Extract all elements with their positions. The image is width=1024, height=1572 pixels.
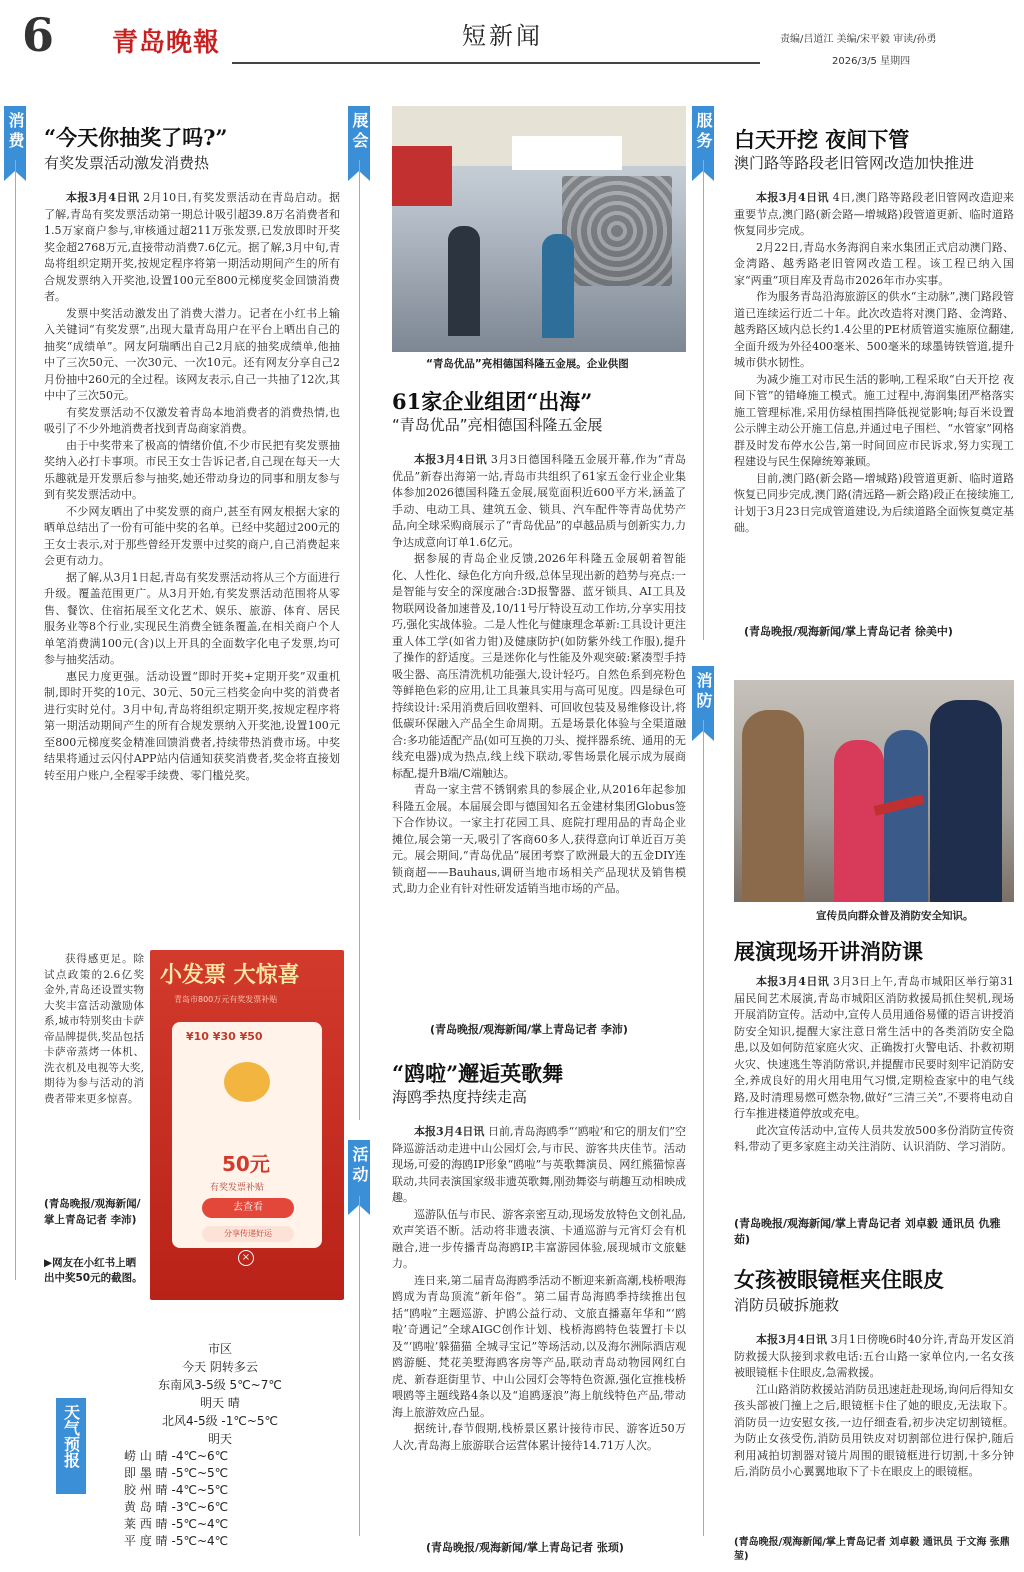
city-name: 平 度 [124,1534,152,1548]
byline-gull: (青岛晚报/观海新闻/掌上青岛记者 张顼) [426,1541,624,1554]
article-body-glasses [734,1332,1014,1534]
booth-sign [512,136,622,170]
close-icon[interactable]: × [238,1250,254,1266]
weather-city-list [100,1448,340,1550]
prize-levels: ¥10 ¥30 ¥50 [186,1030,263,1043]
expo-photo [392,106,686,352]
article-body-lottery-wrap [44,952,144,1192]
paragraph: 青岛一家主营不锈钢索具的参展企业,从2016年起参加科隆五金展。本届展会即与德国知名五金建材集团Globus签下合作协议。一家主打花园工具、庭院打理用品的青岛企业摊位,展会第一天,吸引了客商60多人,获得意向订单近百万美元。展会期间,“青岛优品”展团考察了欧洲最大的五金DIY连锁商超——Bauhaus,调研当地市场相关产品现状及销售模式,助力企业有针对性研发适销当地市场的产品。 [392,783,686,895]
paragraph: 获得感更足。除试点政策的2.6亿奖金外,青岛还设置实物大奖丰富活动激励体系,城市特别奖由卡萨帝品牌提供,奖品包括卡萨帝蒸烤一体机、洗衣机及电视等大奖,期待为参与活动的消费者带来更多惊喜。 [44,953,144,1105]
paragraph: 江山路消防救援站消防员迅速赶赴现场,询问后得知女孩头部被门撞上之后,眼镜框卡住了她的眼皮,无法取下。消防员一边安慰女孩,一边仔细查看,初步决定切割镜框。为防止女孩受伤,消防员用铁皮对切割部位进行保护,随后利用减拍切割器对镜片周围的眼镜框进行切割,十多分钟后,消防员小心翼翼地取下了卡在眼皮上的眼镜框。 [734,1382,1014,1478]
headline-glasses: 女孩被眼镜框夹住眼皮 [734,1267,944,1292]
weather-city-row [124,1482,340,1499]
subhead-pipe: 澳门路等路段老旧管网改造加快推进 [734,154,975,172]
person-figure [448,226,480,336]
city-name: 胶 州 [124,1483,152,1497]
city-name: 莱 西 [124,1517,152,1531]
paragraph: 2月22日,青岛水务海润自来水集团正式启动澳门路、金湾路、越秀路老旧管网改造工程。该工程已纳入国家“两重”项目库及青岛市2026年市办实事。 [734,240,1014,287]
paragraph: 3月3日上午,青岛市城阳区举行第31届民间艺术展演,青岛市城阳区消防救援局抓住契机,现场开展消防宣传。活动中,宣传人员用通俗易懂的语言讲授消防安全知识,提醒大家注意日常生活中的各类消防安全隐患,以及如何防范家庭火灾、正确拨打火警电话、扑救初期火灾、快速逃生等消防常识,并提醒市民要时刻牢记消防安全,养成良好的用火用电用气习惯,定期检查家中的电气线路,及时清理易燃可燃杂物,做好“三清三关”,不要将电动自行车推进楼道停放或充电。 [734,975,1014,1120]
city-sky: 晴 [155,1483,168,1497]
weather-box [100,1340,340,1550]
tag-weather-label: 天气预报 [61,1404,81,1468]
city-sky: 晴 [155,1500,168,1514]
paragraph: 2月10日,有奖发票活动在青岛启动。据了解,青岛有奖发票活动第一期总计吸引超39.8万名消费者和1.5万家商户参与,审核通过超211万张发票,已发放即时开奖奖金超2768万元,直接带动消费7.6亿元。据了解,3月中旬,青岛将组织定期开奖,按规定程序将第一期活动期间产生的所有合规发票纳入开奖池,设置100元至800元梯度奖金回馈消费者。 [44,191,340,303]
weather-today: 今天 阴转多云 [182,1360,258,1374]
byline-glasses: (青岛晚报/观海新闻/掌上青岛记者 刘卓毅 通讯员 于文海 张鼎堃) [734,1537,1010,1562]
tag-expo-label: 展会 [350,112,369,152]
city-temp: -5℃~4℃ [171,1534,229,1548]
column-divider [703,720,704,1536]
newspaper-logo: 青岛晚報 [112,28,221,58]
weather-today-wind: 东南风3-5级 5℃~7℃ [158,1378,282,1392]
subhead-glasses: 消防员破拆施救 [734,1296,840,1314]
share-button[interactable]: 分享传递好运 [202,1226,294,1242]
dateline-lead: 本报3月4日讯 [414,1125,485,1138]
column-divider [703,160,704,640]
weather-city-row [124,1516,340,1533]
city-name: 黄 岛 [124,1500,152,1514]
tag-fire-label: 消防 [694,672,713,712]
firefighter-figure [930,700,1002,902]
paragraph: 据参展的青岛企业反馈,2026年科隆五金展朝着智能化、人性化、绿色化方向升级,总体呈现出新的趋势与亮点:一是智能与安全的深度融合:3D报警器、蓝牙锁具、AI工具及物联网设备加速普及,10/11号厅特设互动工作坊,分享实用技巧,强化实战体验。二是人性化与健康理念革新:工具设计更注重人体工学(如省力钳)及健康防护(如防紫外线工作服),提升了操作的舒适度。三是迷你化与性能及外观突破:紧凑型手持吸尘器、高压清洗机功能强大,设计轻巧。自然色系到亮粉色等鲜艳色彩的应用,让工具兼具实用与高可见度。四是绿色可持续设计:采用消费后回收塑料、可回收包装及易维修设计,将低碳环保融入产品全生命周期。五是场景化体验与全渠道融合:多功能适配产品(如可互换的刀头、搅拌器系统、通用的无线充电器)成为热点,线上线下联动,零售场景化展示成为展商标配,提升B端/C端触达。 [392,552,686,780]
tag-weather [56,1398,86,1494]
byline-expo: (青岛晚报/观海新闻/掌上青岛记者 李沛) [430,1023,628,1036]
header-rule [232,62,760,64]
booth-sign [392,146,452,206]
paragraph: 有奖发票活动不仅激发着青岛本地消费者的消费热情,也吸引了不少外地消费者找到青岛商家消费。 [44,405,340,435]
city-temp: -4℃~5℃ [171,1483,229,1497]
column-divider [15,160,16,1280]
headline-pipe: 白天开挖 夜间下管 [734,127,910,152]
prize-card [172,1022,322,1248]
subhead-lottery: 有奖发票活动激发消费热 [44,154,210,172]
weather-tomorrow: 明天 晴 [200,1396,240,1410]
paragraph: 连日来,第二届青岛海鸥季活动不断迎来新高潮,栈桥喂海鸥成为青岛顶流“新年俗”。第二届青岛海鸥季持续推出包括“鸥啦”主题巡游、护鸥公益行动、文旅直播嘉年华和“‘鸥啦’奇遇记”全球AIGC创作计划、栈桥海鸥特色装置打卡以及“‘鸥啦’躲猫猫 全城寻宝记”等场活动,以及海尔洲际酒店观鸥游艇、梵花美墅海鸥客房等产品,联动青岛动物园网红白虎、新春逛街里节、中山公园灯会等特色资源,强化宣推栈桥喂鸥等主题线路4条以及“追鸥逐浪”海上航线特色产品,带动海上旅游效应凸显。 [392,1273,686,1419]
city-temp: -5℃~5℃ [171,1466,229,1480]
product-display [562,176,672,286]
dateline-lead: 本报3月4日讯 [756,191,829,204]
editor-credits: 责编/吕道江 美编/宋平毅 审读/孙勇 [780,34,937,45]
weather-city-row [124,1533,340,1550]
weather-tomorrow-wind: 北风4-5级 -1℃~5℃ [161,1414,279,1428]
ad-title: 小发票 大惊喜 [160,962,300,988]
byline-fire: (青岛晚报/观海新闻/掌上青岛记者 刘卓毅 通讯员 仇雅茹) [734,1217,1001,1246]
city-sky: 晴 [155,1466,168,1480]
weather-area: 市区 [207,1342,232,1356]
dateline-lead: 本报3月4日讯 [66,191,140,204]
article-body-expo [392,452,686,1018]
paragraph: 作为服务青岛沿海旅游区的供水“主动脉”,澳门路段管道已连续运行近二十年。此次改造将对澳门路、金湾路、越秀路区域内总长约1.4公里的PE材质管道实施原位翻建,全面升级为外径400毫米、500毫米的球墨铸铁管道,提升城市供水韧性。 [734,290,1014,369]
prize-amount: 50元 [222,1152,270,1176]
article-body-gull [392,1124,686,1536]
subhead-expo: “青岛优品”亮相德国科隆五金展 [392,416,603,434]
person-figure [542,234,574,338]
weather-city-row [124,1499,340,1516]
dateline-lead: 本报3月4日讯 [414,453,488,466]
person-figure [742,710,804,902]
city-sky: 晴 [155,1534,168,1548]
tag-service-label: 服务 [694,112,713,152]
weather-city-row [124,1465,340,1482]
headline-expo: 61家企业组团“出海” [392,389,593,414]
headline-fire: 展演现场开讲消防课 [734,939,923,964]
page-number: 6 [22,8,55,62]
city-sky: 晴 [155,1517,168,1531]
tag-consume-label: 消费 [6,112,25,152]
paragraph: 发票中奖活动激发出了消费大潜力。记者在小红书上输入关键词“有奖发票”,出现大量青岛用户在平台上晒出自己的抽奖“成绩单”。网友阿瑞晒出自己2月底的抽奖成绩单,他抽中了三次50元、一次30元、一次10元。还有网友分享自己2月份抽中260元的全过程。该网友表示,自己一共抽了12次,其中中了三次50元。 [44,306,340,402]
column-divider [359,160,360,1120]
article-body-lottery [44,190,340,950]
article-body-fire [734,974,1014,1212]
headline-gull: “鸥啦”邂逅英歌舞 [392,1061,564,1086]
paragraph: 3月3日德国科隆五金展开幕,作为“青岛优品”新春出海第一站,青岛市共组织了61家五金行业企业集体参加2026德国科隆五金展,展览面积近600平方米,涵盖了手动、电动工具、建筑五金、锁具、汽车配件等青岛优势产品,向全球采购商展示了“青岛优品”的卓越品质与创新实力,力争达成意向订单1.6亿元。 [392,453,686,549]
paragraph: 日前,青岛海鸥季“‘鸥啦’和它的朋友们”空降巡游活动走进中山公园灯会,与市民、游客共庆佳节。活动现场,可爱的海鸥IP形象“鸥啦”与英歌舞演员、网红熊猫惊喜联动,共同表演国家级非遗英歌舞,刚劲舞姿与萌趣互动相映成趣。 [392,1125,686,1204]
prize-label: 有奖发票补贴 [210,1183,265,1193]
person-figure [834,740,884,902]
fire-photo [734,680,1014,902]
city-name: 崂 山 [124,1449,152,1463]
paragraph: 此次宣传活动中,宣传人员共发放500多份消防宣传资料,带动了更多家庭主动关注消防、认识消防、学习消防。 [734,1123,1014,1153]
dateline-lead: 本报3月4日讯 [756,1333,828,1346]
paragraph: 不少网友晒出了中奖发票的商户,甚至有网友根据大家的晒单总结出了一份有可能中奖的名单。已经中奖超过200元的王女士表示,对于那些曾经开发票中过奖的商户,自己消费起来会更有动力。 [44,504,340,567]
paragraph: 巡游队伍与市民、游客亲密互动,现场发放特色文创礼品,欢声笑语不断。活动将非遗表演、卡通巡游与元宵灯会有机融合,进一步传播青岛海鸥IP,丰富游园体验,展现城市文旅魅力。 [392,1207,686,1270]
mascot-icon [224,1062,270,1102]
paragraph: 3月1日傍晚6时40分许,青岛开发区消防救援大队接到求救电话:五台山路一家单位内,一名女孩被眼镜框卡住眼皮,急需救援。 [734,1333,1014,1379]
article-body-pipe [734,190,1014,618]
person-figure [884,730,928,902]
paragraph: 目前,澳门路(新会路—增城路)段管道更新、临时道路恢复已同步完成,澳门路(清远路—新会路)段正在接续施工,计划于3月23日完成管道建设,为后续道路全面恢复奠定基础。 [734,471,1014,534]
city-sky: 晴 [155,1449,168,1463]
fire-photo-caption: 宣传员向群众普及消防安全知识。 [816,910,974,922]
dateline-lead: 本报3月4日讯 [756,975,830,988]
city-name: 即 墨 [124,1466,152,1480]
subhead-gull: 海鸥季热度持续走高 [392,1088,528,1106]
ad-subtitle: 青岛市800万元有奖发票补贴 [174,995,278,1004]
ad-caption: ▶网友在小红书上晒出中奖50元的截图。 [44,1257,143,1284]
invoice-lottery-screenshot [150,950,344,1300]
issue-date: 2026/3/5 星期四 [832,56,911,67]
paragraph: 据了解,从3月1日起,青岛有奖发票活动将从三个方面进行升级。覆盖范围更广。从3月开始,有奖发票活动范围将从零售、餐饮、住宿拓展至文化艺术、娱乐、旅游、体育、居民服务业等8个行业,实现民生消费全链条覆盖,在相关商户个人单笔消费满100元(含)以上开具的全面数字化电子发票,均可参与抽奖活动。 [44,570,340,666]
paragraph: 4日,澳门路等路段老旧管网改造迎来重要节点,澳门路(新会路—增城路)段管道更新、临时道路恢复同步完成。 [734,191,1014,237]
tag-activity-label: 活动 [350,1146,369,1186]
expo-photo-caption: “青岛优品”亮相德国科隆五金展。企业供图 [426,358,629,370]
paragraph: 由于中奖带来了极高的情绪价值,不少市民把有奖发票抽奖纳入必打卡事项。市民王女士告诉记者,自己现在每天一大乐趣就是开发票后参与抽奖,她还带动身边的同事和朋友参与到有奖发票活动中。 [44,438,340,501]
byline-lottery: (青岛晚报/观海新闻/掌上青岛记者 李沛) [44,1198,141,1226]
section-title: 短新闻 [462,22,543,50]
view-button[interactable]: 去查看 [202,1198,294,1218]
paragraph: 惠民力度更强。活动设置“即时开奖+定期开奖”双重机制,即时开奖的10元、30元、50元三档奖金向中奖的消费者进行实时兑付。3月中旬,青岛将组织定期开奖,按规定程序将第一期活动期间产生的所有合规发票纳入开奖池,设置100元至800元梯度奖金精准回馈消费者,持续带热消费市场。中奖结果将通过云闪付APP站内信通知获奖消费者,奖金将直接划转至用户账户,全程零手续费、零门槛兑奖。 [44,669,340,782]
column-divider [359,1196,360,1536]
headline-lottery: “今天你抽奖了吗?” [44,125,228,150]
weather-city-row [124,1448,340,1465]
weather-tomorrow2: 明天 [207,1432,232,1446]
city-temp: -4℃~6℃ [171,1449,229,1463]
city-temp: -5℃~4℃ [171,1517,229,1531]
paragraph: 据统计,春节假期,栈桥景区累计接待市民、游客近50万人次,青岛海上旅游联合运营体累计接待14.71万人次。 [392,1422,686,1452]
byline-pipe: (青岛晚报/观海新闻/掌上青岛记者 徐美中) [744,625,953,638]
paragraph: 为减少施工对市民生活的影响,工程采取“白天开挖 夜间下管”的错峰施工模式。施工过程中,海润集团严格落实施工管理标准,采用仿绿植围挡降低视觉影响;每百米设置公示牌主动公开施工信息,并通过电子围栏、“水管家”网格群及时发布停水公告,第一时间回应市民诉求,努力实现工程建设与民生保障统筹兼顾。 [734,372,1014,468]
city-temp: -3℃~6℃ [171,1500,229,1514]
